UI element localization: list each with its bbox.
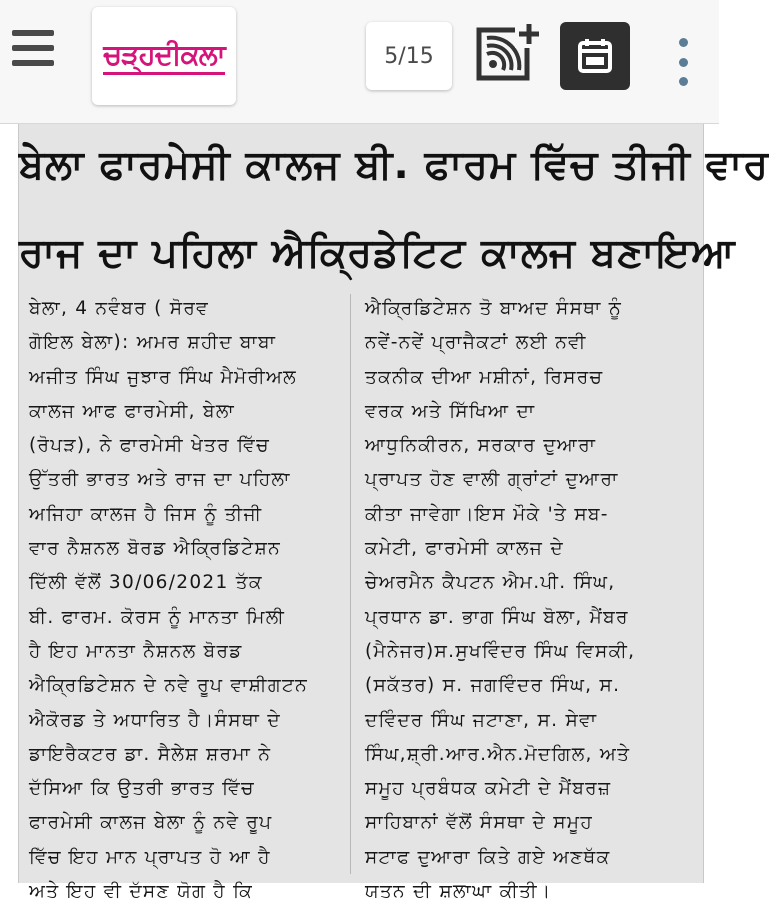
text-line: ਆਧੁਨਿਕੀਰਨ, ਸਰਕਾਰ ਦੁਆਰਾ [365, 435, 597, 457]
text-line: ਅਤੇ ਇਹ ਵੀ ਦੱਸਣ ਯੋਗ ਹੈ ਕਿ [29, 881, 254, 903]
top-app-bar [0, 0, 719, 124]
text-line: ਯਤਨ ਦੀ ਸ਼ਲਾਘਾ ਕੀਤੀ। [365, 881, 552, 903]
logo-text: ਚੜ੍ਹਦੀਕਲਾ [103, 38, 224, 75]
text-line: ਪ੍ਰਾਪਤ ਹੋਣ ਵਾਲੀ ਗ੍ਰਾਂਟਾਂ ਦੁਆਰਾ [365, 469, 619, 491]
text-line: ਅਜੀਤ ਸਿੰਘ ਜੁਝਾਰ ਸਿੰਘ ਮੈਮੋਰੀਅਲ [29, 366, 297, 388]
calendar-button[interactable] [560, 22, 630, 90]
text-line: ਵਾਰ ਨੈਸ਼ਨਲ ਬੋਰਡ ਐਕ੍ਰਿਡਿਟੇਸ਼ਨ [29, 538, 281, 560]
text-line: ਸਿੰਘ,ਸ਼੍ਰੀ.ਆਰ.ਐਨ.ਮੋਦਗਿਲ, ਅਤੇ [365, 743, 631, 765]
more-vertical-icon[interactable] [670, 38, 696, 86]
article-column-left [29, 292, 335, 909]
page-counter[interactable]: 5/15 [366, 22, 452, 90]
calendar-icon [576, 36, 614, 76]
text-line: ਪ੍ਰਧਾਨ ਡਾ. ਭਾਗ ਸਿੰਘ ਬੋਲਾ, ਮੈਂਬਰ [365, 606, 629, 628]
text-line: ਡਾਇਰੈਕਟਰ ਡਾ. ਸੈਲੇਸ਼ ਸ਼ਰਮਾ ਨੇ [29, 743, 272, 765]
text-line: ਸਟਾਫ ਦੁਆਰਾ ਕਿਤੇ ਗਏ ਅਣਥੱਕ [365, 846, 611, 868]
article-column-right [365, 292, 671, 909]
text-line: ਅਜਿਹਾ ਕਾਲਜ ਹੈ ਜਿਸ ਨੂੰ ਤੀਜੀ [29, 503, 263, 525]
article-clipping [18, 124, 769, 903]
newspaper-logo[interactable] [92, 7, 236, 105]
rss-feed-add-icon[interactable] [473, 20, 545, 88]
text-line: ਬੇਲਾ, 4 ਨਵੰਬਰ ( ਸੋਰਵ [29, 298, 210, 319]
headline-line-2: ਰਾਜ ਦਾ ਪਹਿਲਾ ਐਕ੍ਰਿਡੇਟਿਟ ਕਾਲਜ ਬਣਾਇਆ [19, 230, 736, 276]
text-line: ਦੱਸਿਆ ਕਿ ਉਤਰੀ ਭਾਰਤ ਵਿੱਚ [29, 778, 255, 800]
text-line: ਕਮੇਟੀ, ਫਾਰਮੇਸੀ ਕਾਲਜ ਦੇ [365, 538, 564, 560]
column-divider [350, 294, 351, 874]
text-line: (ਰੋਪੜ), ਨੇ ਫਾਰਮੇਸੀ ਖੇਤਰ ਵਿੱਚ [29, 435, 270, 457]
text-line: ਵਿੱਚ ਇਹ ਮਾਨ ਪ੍ਰਾਪਤ ਹੋ ਆ ਹੈ [29, 846, 271, 868]
text-line: ਸਮੂਹ ਪ੍ਰਬੰਧਕ ਕਮੇਟੀ ਦੇ ਮੈਂਬਰਜ਼ [365, 778, 612, 800]
text-line: ਕੀਤਾ ਜਾਵੇਗਾ।ਇਸ ਮੌਕੇ 'ਤੇ ਸਬ- [365, 503, 609, 525]
text-line: (ਸਕੱਤਰ) ਸ. ਜਗਵਿੰਦਰ ਸਿੰਘ, ਸ. [365, 675, 621, 697]
text-line: ਕਾਲਜ ਆਫ ਫਾਰਮੇਸੀ, ਬੇਲਾ [29, 400, 235, 422]
text-line: ਬੀ. ਫਾਰਮ. ਕੋਰਸ ਨੂੰ ਮਾਨਤਾ ਮਿਲੀ [29, 606, 286, 628]
text-line: ਦਵਿੰਦਰ ਸਿੰਘ ਜਟਾਣਾ, ਸ. ਸੇਵਾ [365, 709, 598, 731]
text-line: ਸਾਹਿਬਾਨਾਂ ਵੱਲੋਂ ਸੰਸਥਾ ਦੇ ਸਮੂਹ [365, 812, 594, 834]
text-line: (ਮੈਨੇਜਰ)ਸ.ਸੁਖਵਿੰਦਰ ਸਿੰਘ ਵਿਸਕੀ, [365, 640, 636, 662]
text-line: ਗੋਇਲ ਬੇਲਾ): ਅਮਰ ਸ਼ਹੀਦ ਬਾਬਾ [29, 332, 277, 354]
text-line: ਉੱਤਰੀ ਭਾਰਤ ਅਤੇ ਰਾਜ ਦਾ ਪਹਿਲਾ [29, 469, 291, 491]
text-line: ਨਵੇਂ-ਨਵੇਂ ਪ੍ਰਾਜੈਕਟਾਂ ਲਈ ਨਵੀ [365, 332, 587, 354]
text-line: ਐਕ੍ਰਿਡਿਟੇਸ਼ਨ ਦੇ ਨਵੇ ਰੂਪ ਵਾਸ਼ੀਗਟਨ [29, 675, 308, 697]
hamburger-menu-icon[interactable] [12, 30, 54, 66]
text-line: ਐਕੋਰਡ ਤੇ ਅਧਾਰਿਤ ਹੈ।ਸੰਸਥਾ ਦੇ [29, 709, 281, 731]
headline-line-1: ਬੇਲਾ ਫਾਰਮੇਸੀ ਕਾਲਜ ਬੀ. ਫਾਰਮ ਵਿੱਚ ਤੀਜੀ ਵਾਰ [19, 142, 769, 188]
text-line: ਵਰਕ ਅਤੇ ਸਿੱਖਿਆ ਦਾ [365, 400, 536, 422]
text-line: ਦਿੱਲੀ ਵੱਲੋਂ 30/06/2021 ਤੱਕ [29, 572, 263, 594]
text-line: ਐਕ੍ਰਿਡਿਟੇਸ਼ਨ ਤੋ ਬਾਅਦ ਸੰਸਥਾ ਨੂੰ [365, 298, 623, 319]
text-line: ਹੈ ਇਹ ਮਾਨਤਾ ਨੈਸ਼ਨਲ ਬੋਰਡ [29, 640, 243, 662]
text-line: ਤਕਨੀਕ ਦੀਆ ਮਸ਼ੀਨਾਂ, ਰਿਸਰਚ [365, 366, 604, 388]
text-line: ਫਾਰਮੇਸੀ ਕਾਲਜ ਬੇਲਾ ਨੂੰ ਨਵੇ ਰੂਪ [29, 812, 273, 834]
text-line: ਚੇਅਰਮੈਨ ਕੈਪਟਨ ਐਮ.ਪੀ. ਸਿੰਘ, [365, 572, 616, 594]
